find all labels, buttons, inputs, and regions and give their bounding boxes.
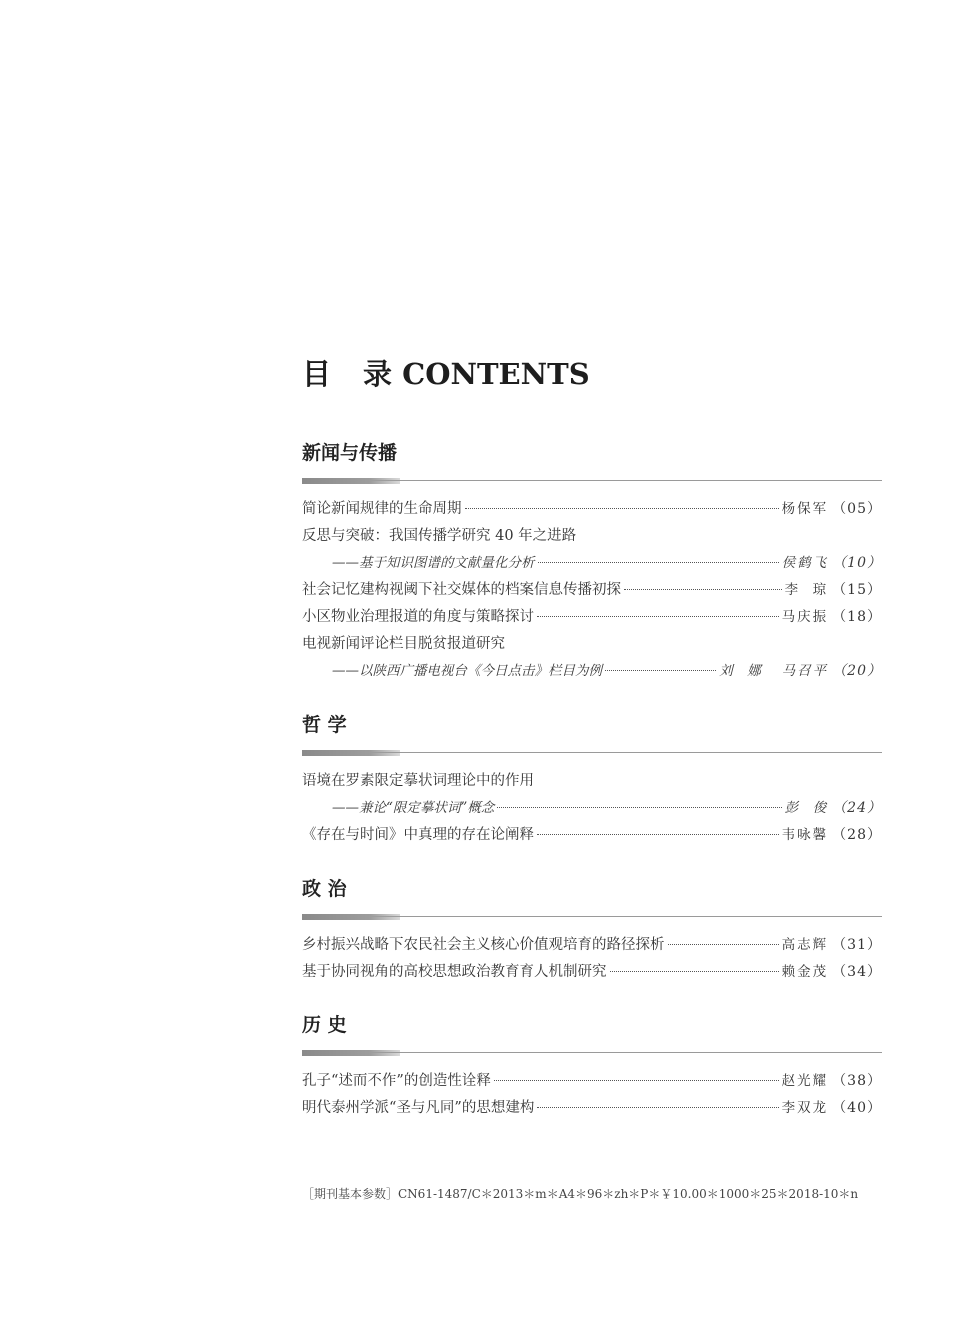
- entry-title: ——基于知识图谱的文献量化分析: [332, 555, 535, 571]
- dot-leader: [537, 834, 779, 835]
- toc-entry[interactable]: [302, 822, 882, 849]
- entry-page: （10）: [832, 555, 882, 571]
- toc-entry-subtitle[interactable]: [302, 795, 882, 822]
- toc-entry[interactable]: [302, 932, 882, 959]
- entry-page: （24）: [832, 800, 882, 816]
- page-title-main: 目: [302, 357, 332, 391]
- section-divider: [302, 1048, 882, 1058]
- entry-title: 电视新闻评论栏目脱贫报道研究: [302, 636, 505, 652]
- section-heading: 哲 学: [302, 714, 347, 736]
- entry-author: 彭 俊: [784, 800, 829, 816]
- dot-leader: [668, 944, 779, 945]
- toc-entry[interactable]: [302, 604, 882, 631]
- toc-entry[interactable]: [302, 1068, 882, 1095]
- entry-author: 马庆振: [781, 609, 829, 625]
- toc-entry[interactable]: [302, 959, 882, 986]
- journal-parameters-footer: ［期刊基本参数］CN61-1487/C＊2013＊m＊A4＊96＊zh＊P＊￥10.00＊1000＊25＊2018-10＊n: [302, 1187, 859, 1201]
- toc-entry[interactable]: [302, 523, 882, 550]
- entry-author: 李双龙: [781, 1100, 829, 1116]
- entry-author: 赵光耀: [781, 1073, 829, 1089]
- section-divider: [302, 912, 882, 922]
- toc-entry[interactable]: [302, 631, 882, 658]
- entry-title: 《存在与时间》中真理的存在论阐释: [302, 827, 534, 843]
- entry-title: 基于协同视角的高校思想政治教育育人机制研究: [302, 964, 607, 980]
- entry-page: （38）: [832, 1073, 882, 1089]
- dot-leader: [465, 508, 779, 509]
- toc-entry[interactable]: [302, 496, 882, 523]
- page-title: [302, 352, 590, 393]
- section-journalism: [302, 440, 882, 685]
- entry-title: 乡村振兴战略下农民社会主义核心价值观培育的路径探析: [302, 937, 665, 953]
- page-title-contents: 录 CONTENTS: [363, 357, 590, 391]
- entry-title: ——以陕西广播电视台《今日点击》栏目为例: [332, 663, 602, 679]
- entry-page: （20）: [832, 663, 882, 679]
- dot-leader: [537, 1107, 778, 1108]
- section-history: [302, 1012, 882, 1122]
- toc-entry-subtitle[interactable]: [302, 550, 882, 577]
- dot-leader: [537, 616, 779, 617]
- entry-author: 侯鹤飞: [781, 555, 829, 571]
- entry-page: （15）: [832, 582, 882, 598]
- dot-leader: [610, 971, 779, 972]
- entry-author: 刘 娜 马召平: [719, 663, 829, 679]
- entry-page: （40）: [832, 1100, 882, 1116]
- section-heading: 政 治: [302, 878, 347, 900]
- entry-author: 李 琼: [784, 582, 829, 598]
- entry-author: 高志辉: [781, 937, 829, 953]
- entry-title: 反思与突破：我国传播学研究 40 年之进路: [302, 528, 577, 544]
- dot-leader: [538, 562, 779, 563]
- entry-title: ——兼论“限定摹状词”概念: [332, 800, 495, 816]
- entry-title: 孔子“述而不作”的创造性诠释: [302, 1073, 491, 1089]
- entry-title: 语境在罗素限定摹状词理论中的作用: [302, 773, 534, 789]
- entry-author: 赖金茂: [781, 964, 829, 980]
- section-divider: [302, 476, 882, 486]
- entry-title: 社会记忆建构视阈下社交媒体的档案信息传播初探: [302, 582, 621, 598]
- entry-title: 简论新闻规律的生命周期: [302, 501, 462, 517]
- section-divider: [302, 748, 882, 758]
- section-heading: 新闻与传播: [302, 442, 398, 464]
- dot-leader: [497, 807, 781, 808]
- section-heading: 历 史: [302, 1014, 347, 1036]
- entry-page: （05）: [832, 501, 882, 517]
- entry-page: （31）: [832, 937, 882, 953]
- toc-entry-subtitle[interactable]: [302, 658, 882, 685]
- entry-author: 杨保军: [781, 501, 829, 517]
- toc-entry[interactable]: [302, 768, 882, 795]
- entry-page: （18）: [832, 609, 882, 625]
- dot-leader: [624, 589, 782, 590]
- entry-page: （28）: [832, 827, 882, 843]
- toc-entry[interactable]: [302, 577, 882, 604]
- entry-title: 小区物业治理报道的角度与策略探讨: [302, 609, 534, 625]
- section-politics: [302, 876, 882, 986]
- dot-leader: [494, 1080, 779, 1081]
- dot-leader: [605, 670, 716, 671]
- entry-author: 韦咏馨: [781, 827, 829, 843]
- entry-title: 明代泰州学派“圣与凡同”的思想建构: [302, 1100, 535, 1116]
- entry-page: （34）: [832, 964, 882, 980]
- section-philosophy: [302, 712, 882, 849]
- toc-entry[interactable]: [302, 1095, 882, 1122]
